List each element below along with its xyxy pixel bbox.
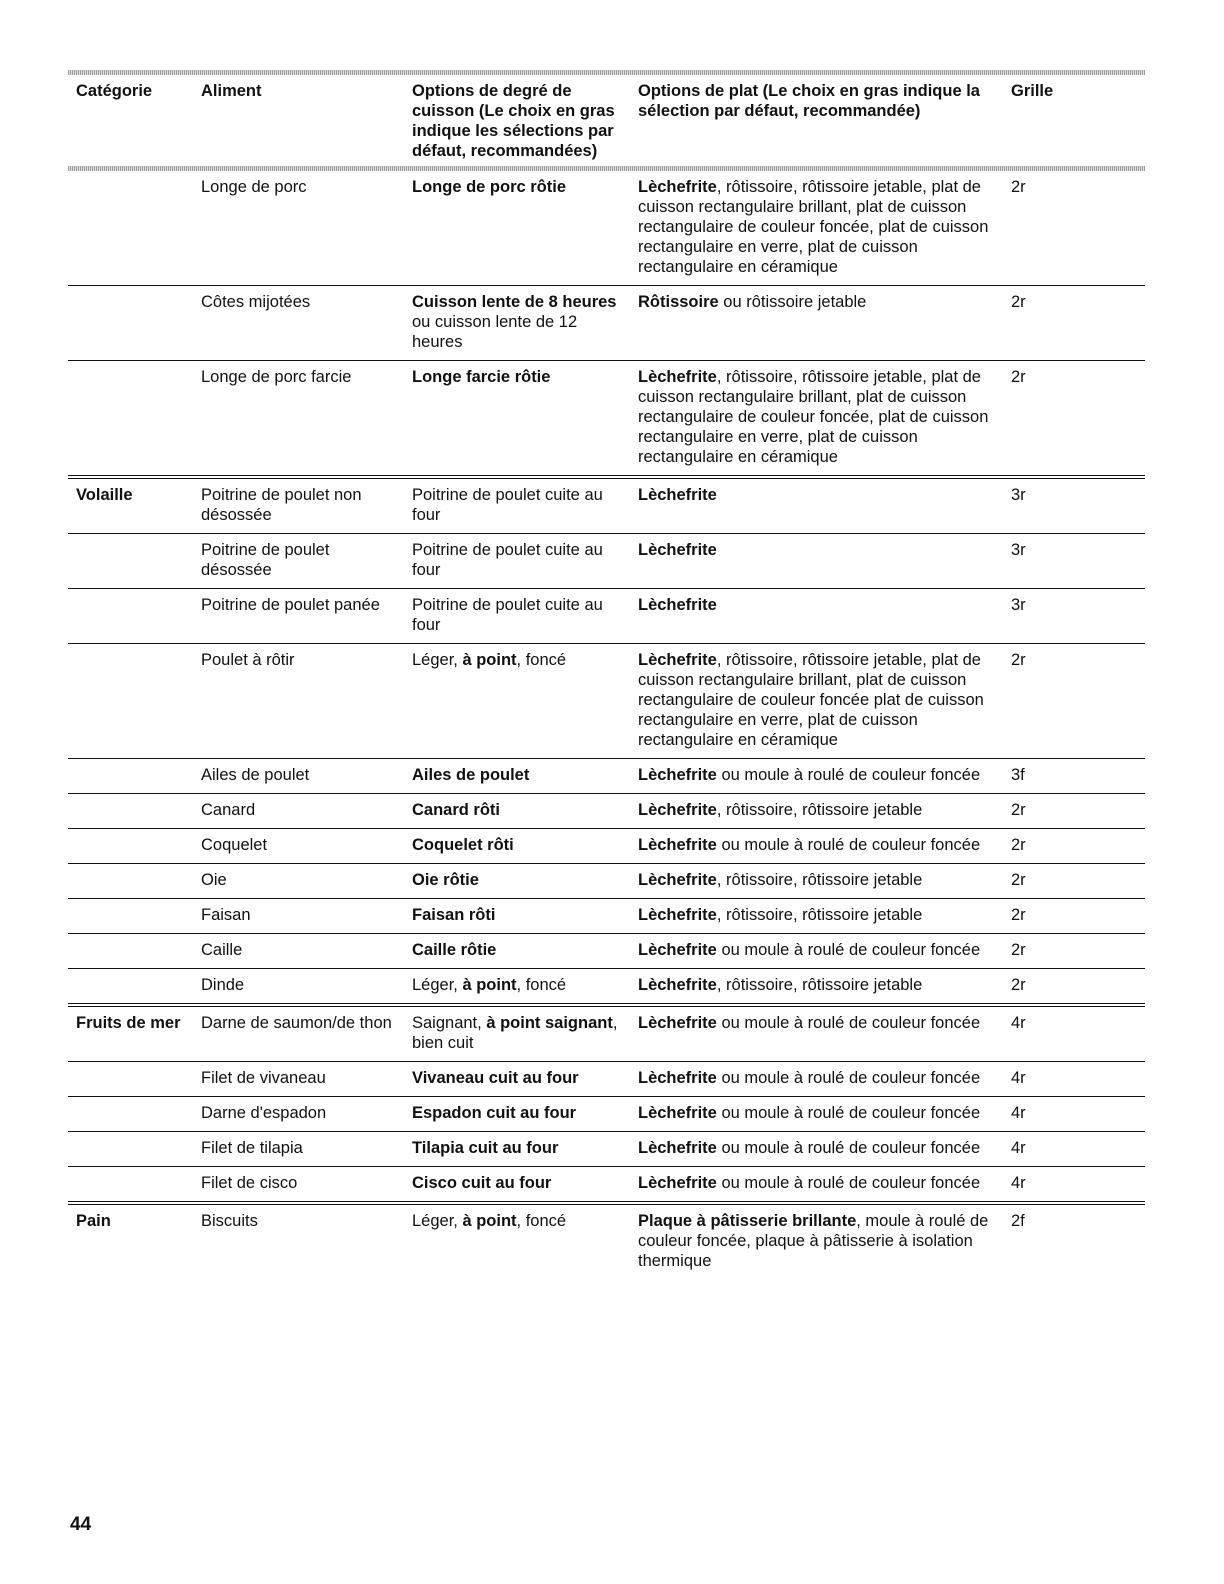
- text-run: Lèchefrite: [638, 976, 717, 994]
- text-run: à point: [462, 976, 517, 994]
- text-run: Lèchefrite: [638, 1104, 717, 1122]
- text-run: Lèchefrite: [638, 178, 717, 196]
- pan-cell: [638, 644, 1011, 759]
- text-run: à point saignant: [486, 1014, 613, 1032]
- text-run: ou moule à roulé de couleur foncée: [716, 941, 981, 959]
- text-run: Lèchefrite: [638, 766, 717, 784]
- pan-cell: [638, 171, 1011, 286]
- category-cell: Fruits de mer: [68, 1005, 201, 1062]
- text-run: Longe farcie rôtie: [412, 368, 551, 386]
- rack-cell: 2r: [1011, 899, 1145, 934]
- text-run: Longe de porc rôtie: [412, 178, 567, 196]
- table-row: [68, 1062, 1145, 1097]
- food-cell: Filet de tilapia: [201, 1132, 412, 1167]
- doneness-cell: [412, 829, 638, 864]
- rack-cell: 2r: [1011, 286, 1145, 361]
- rack-cell: 3r: [1011, 534, 1145, 589]
- header-doneness: Options de degré de cuisson (Le choix en gras indique les sélections par défaut, recommandées): [412, 82, 615, 160]
- text-run: ou moule à roulé de couleur foncée: [716, 1139, 981, 1157]
- text-run: , bien cuit: [412, 1014, 618, 1052]
- table-row: [68, 1167, 1145, 1204]
- category-cell: [68, 1097, 201, 1132]
- text-run: , rôtissoire, rôtissoire jetable: [716, 906, 923, 924]
- food-cell: Longe de porc: [201, 171, 412, 286]
- text-run: Poitrine de poulet cuite au four: [412, 596, 603, 634]
- text-run: , rôtissoire, rôtissoire jetable: [716, 976, 923, 994]
- text-run: Espadon cuit au four: [412, 1104, 577, 1122]
- header-food: Aliment: [201, 82, 262, 100]
- food-cell: Oie: [201, 864, 412, 899]
- rack-cell: 2r: [1011, 829, 1145, 864]
- page-number: 44: [70, 1514, 92, 1535]
- table-row: [68, 477, 1145, 534]
- doneness-cell: [412, 1132, 638, 1167]
- text-run: Lèchefrite: [638, 1069, 717, 1087]
- food-cell: Filet de cisco: [201, 1167, 412, 1204]
- rack-cell: 2r: [1011, 171, 1145, 286]
- text-run: Léger,: [412, 1212, 463, 1230]
- text-run: , rôtissoire, rôtissoire jetable, plat de cuisson rectangulaire brillant, plat de cuisson rectangulaire de couleur foncée, plat de cuisson rectangulaire en verre, plat de cuisson rectangulaire en céramique: [638, 368, 989, 466]
- table-row: [68, 969, 1145, 1006]
- pan-cell: [638, 534, 1011, 589]
- text-run: Lèchefrite: [638, 596, 717, 614]
- food-cell: Caille: [201, 934, 412, 969]
- text-run: ou moule à roulé de couleur foncée: [716, 1014, 981, 1032]
- text-run: Faisan rôti: [412, 906, 496, 924]
- doneness-cell: [412, 759, 638, 794]
- category-cell: Volaille: [68, 477, 201, 534]
- category-cell: [68, 934, 201, 969]
- text-run: ou moule à roulé de couleur foncée: [716, 1069, 981, 1087]
- rack-cell: 2f: [1011, 1212, 1025, 1230]
- pan-cell: [638, 1062, 1011, 1097]
- pan-cell: [638, 934, 1011, 969]
- category-cell: [68, 899, 201, 934]
- rack-cell: 2r: [1011, 644, 1145, 759]
- text-run: , moule à roulé de couleur foncée, plaque à pâtisserie à isolation thermique: [638, 1212, 989, 1270]
- text-run: Oie rôtie: [412, 871, 479, 889]
- rack-cell: 4r: [1011, 1132, 1145, 1167]
- text-run: , foncé: [516, 1212, 567, 1230]
- pan-cell: [638, 794, 1011, 829]
- rack-cell: 3r: [1011, 589, 1145, 644]
- doneness-cell: [412, 969, 638, 1006]
- food-cell: Poitrine de poulet non désossée: [201, 477, 412, 534]
- doneness-cell: [412, 171, 638, 286]
- rack-cell: 4r: [1011, 1062, 1145, 1097]
- food-cell: Biscuits: [201, 1212, 258, 1230]
- text-run: Lèchefrite: [638, 1174, 717, 1192]
- table-row: [68, 829, 1145, 864]
- text-run: Lèchefrite: [638, 906, 717, 924]
- text-run: Coquelet rôti: [412, 836, 514, 854]
- text-run: Ailes de poulet: [412, 766, 530, 784]
- table-row: [68, 934, 1145, 969]
- category-cell: [68, 644, 201, 759]
- text-run: , rôtissoire, rôtissoire jetable: [716, 801, 923, 819]
- pan-cell: [638, 1132, 1011, 1167]
- text-run: Cisco cuit au four: [412, 1174, 552, 1192]
- rack-cell: 4r: [1011, 1167, 1145, 1204]
- pan-cell: [638, 1097, 1011, 1132]
- text-run: Poitrine de poulet cuite au four: [412, 486, 603, 524]
- text-run: Saignant,: [412, 1014, 487, 1032]
- table-row: [68, 1203, 1145, 1279]
- category-cell: [68, 1132, 201, 1167]
- food-cell: Poulet à rôtir: [201, 644, 412, 759]
- table-header-row: [68, 75, 1145, 166]
- food-cell: Poitrine de poulet panée: [201, 589, 412, 644]
- rack-cell: 2r: [1011, 794, 1145, 829]
- pan-cell: [638, 899, 1011, 934]
- text-run: Lèchefrite: [638, 1139, 717, 1157]
- food-cell: Faisan: [201, 899, 412, 934]
- food-cell: Côtes mijotées: [201, 286, 412, 361]
- text-run: ou rôtissoire jetable: [718, 293, 867, 311]
- rack-cell: 2r: [1011, 864, 1145, 899]
- table-row: [68, 644, 1145, 759]
- pan-cell: [638, 589, 1011, 644]
- pan-cell: [638, 361, 1011, 478]
- text-run: Plaque à pâtisserie brillante: [638, 1212, 857, 1230]
- text-run: Poitrine de poulet cuite au four: [412, 541, 603, 579]
- table-row: [68, 534, 1145, 589]
- food-cell: Darne d'espadon: [201, 1097, 412, 1132]
- text-run: Léger,: [412, 976, 463, 994]
- food-cell: Filet de vivaneau: [201, 1062, 412, 1097]
- text-run: , foncé: [516, 976, 567, 994]
- text-run: Rôtissoire: [638, 293, 719, 311]
- doneness-cell: [412, 361, 638, 478]
- pan-cell: [638, 864, 1011, 899]
- text-run: Lèchefrite: [638, 801, 717, 819]
- food-cell: Ailes de poulet: [201, 759, 412, 794]
- text-run: ou moule à roulé de couleur foncée: [716, 1174, 981, 1192]
- pan-cell: [638, 1167, 1011, 1204]
- text-run: Lèchefrite: [638, 651, 717, 669]
- doneness-cell: [412, 1062, 638, 1097]
- text-run: Lèchefrite: [638, 541, 717, 559]
- doneness-cell: [412, 644, 638, 759]
- text-run: Lèchefrite: [638, 1014, 717, 1032]
- rack-cell: 2r: [1011, 969, 1145, 1006]
- text-run: Lèchefrite: [638, 871, 717, 889]
- category-cell: [68, 1167, 201, 1204]
- category-cell: [68, 534, 201, 589]
- doneness-cell: [412, 286, 638, 361]
- doneness-cell: [412, 1097, 638, 1132]
- doneness-cell: [412, 794, 638, 829]
- text-run: Cuisson lente de 8 heures: [412, 293, 617, 311]
- table-row: [68, 759, 1145, 794]
- text-run: ou moule à roulé de couleur foncée: [716, 1104, 981, 1122]
- text-run: Vivaneau cuit au four: [412, 1069, 579, 1087]
- food-cell: Longe de porc farcie: [201, 361, 412, 478]
- table-row: [68, 1005, 1145, 1062]
- food-cell: Dinde: [201, 969, 412, 1006]
- category-cell: [68, 759, 201, 794]
- category-cell: [68, 864, 201, 899]
- table-row: [68, 1132, 1145, 1167]
- category-cell: [68, 171, 201, 286]
- text-run: , foncé: [516, 651, 567, 669]
- text-run: Lèchefrite: [638, 941, 717, 959]
- doneness-cell: [412, 534, 638, 589]
- table-row: [68, 899, 1145, 934]
- table-row: [68, 1097, 1145, 1132]
- table-row: [68, 286, 1145, 361]
- header-pan: Options de plat (Le choix en gras indique la sélection par défaut, recommandée): [638, 82, 980, 120]
- cooking-guide-table: [68, 75, 1145, 1279]
- table-row: [68, 864, 1145, 899]
- doneness-cell: [412, 899, 638, 934]
- rack-cell: 4r: [1011, 1005, 1145, 1062]
- category-cell: [68, 361, 201, 478]
- text-run: Tilapia cuit au four: [412, 1139, 559, 1157]
- rack-cell: 3r: [1011, 477, 1145, 534]
- doneness-cell: [412, 589, 638, 644]
- cooking-guide-table-section: [68, 70, 1145, 1279]
- rack-cell: 2r: [1011, 361, 1145, 478]
- text-run: ou moule à roulé de couleur foncée: [716, 766, 981, 784]
- rack-cell: 4r: [1011, 1097, 1145, 1132]
- text-run: ou cuisson lente de 12 heures: [412, 313, 578, 351]
- text-run: Léger,: [412, 651, 463, 669]
- pan-cell: [638, 829, 1011, 864]
- category-cell: Pain: [76, 1212, 111, 1230]
- doneness-cell: [412, 934, 638, 969]
- text-run: Canard rôti: [412, 801, 501, 819]
- table-body: [68, 171, 1145, 1279]
- rack-cell: 3f: [1011, 759, 1145, 794]
- text-run: ou moule à roulé de couleur foncée: [716, 836, 981, 854]
- doneness-cell: [412, 1005, 638, 1062]
- pan-cell: [638, 1203, 1011, 1279]
- food-cell: Darne de saumon/de thon: [201, 1005, 412, 1062]
- food-cell: Canard: [201, 794, 412, 829]
- rack-cell: 2r: [1011, 934, 1145, 969]
- pan-cell: [638, 759, 1011, 794]
- text-run: Lèchefrite: [638, 368, 717, 386]
- header-category: Catégorie: [76, 82, 153, 100]
- pan-cell: [638, 286, 1011, 361]
- food-cell: Coquelet: [201, 829, 412, 864]
- doneness-cell: [412, 1167, 638, 1204]
- text-run: Lèchefrite: [638, 486, 717, 504]
- pan-cell: [638, 969, 1011, 1006]
- table-row: [68, 171, 1145, 286]
- category-cell: [68, 1062, 201, 1097]
- category-cell: [68, 589, 201, 644]
- header-rack: Grille: [1011, 82, 1054, 100]
- pan-cell: [638, 477, 1011, 534]
- text-run: à point: [462, 1212, 517, 1230]
- table-row: [68, 589, 1145, 644]
- doneness-cell: [412, 477, 638, 534]
- category-cell: [68, 969, 201, 1006]
- text-run: Lèchefrite: [638, 836, 717, 854]
- category-cell: [68, 794, 201, 829]
- text-run: Caille rôtie: [412, 941, 497, 959]
- food-cell: Poitrine de poulet désossée: [201, 534, 412, 589]
- category-cell: [68, 829, 201, 864]
- table-row: [68, 794, 1145, 829]
- table-row: [68, 361, 1145, 478]
- text-run: , rôtissoire, rôtissoire jetable, plat de cuisson rectangulaire brillant, plat de cuisson rectangulaire de couleur foncée plat de cuisson rectangulaire en verre, plat de cuisson rectangulaire en céramique: [638, 651, 984, 749]
- text-run: , rôtissoire, rôtissoire jetable: [716, 871, 923, 889]
- text-run: , rôtissoire, rôtissoire jetable, plat de cuisson rectangulaire brillant, plat de cuisson rectangulaire de couleur foncée, plat de cuisson rectangulaire en verre, plat de cuisson rectangulaire en céramique: [638, 178, 989, 276]
- pan-cell: [638, 1005, 1011, 1062]
- category-cell: [68, 286, 201, 361]
- doneness-cell: [412, 864, 638, 899]
- doneness-cell: [412, 1203, 638, 1279]
- text-run: à point: [462, 651, 517, 669]
